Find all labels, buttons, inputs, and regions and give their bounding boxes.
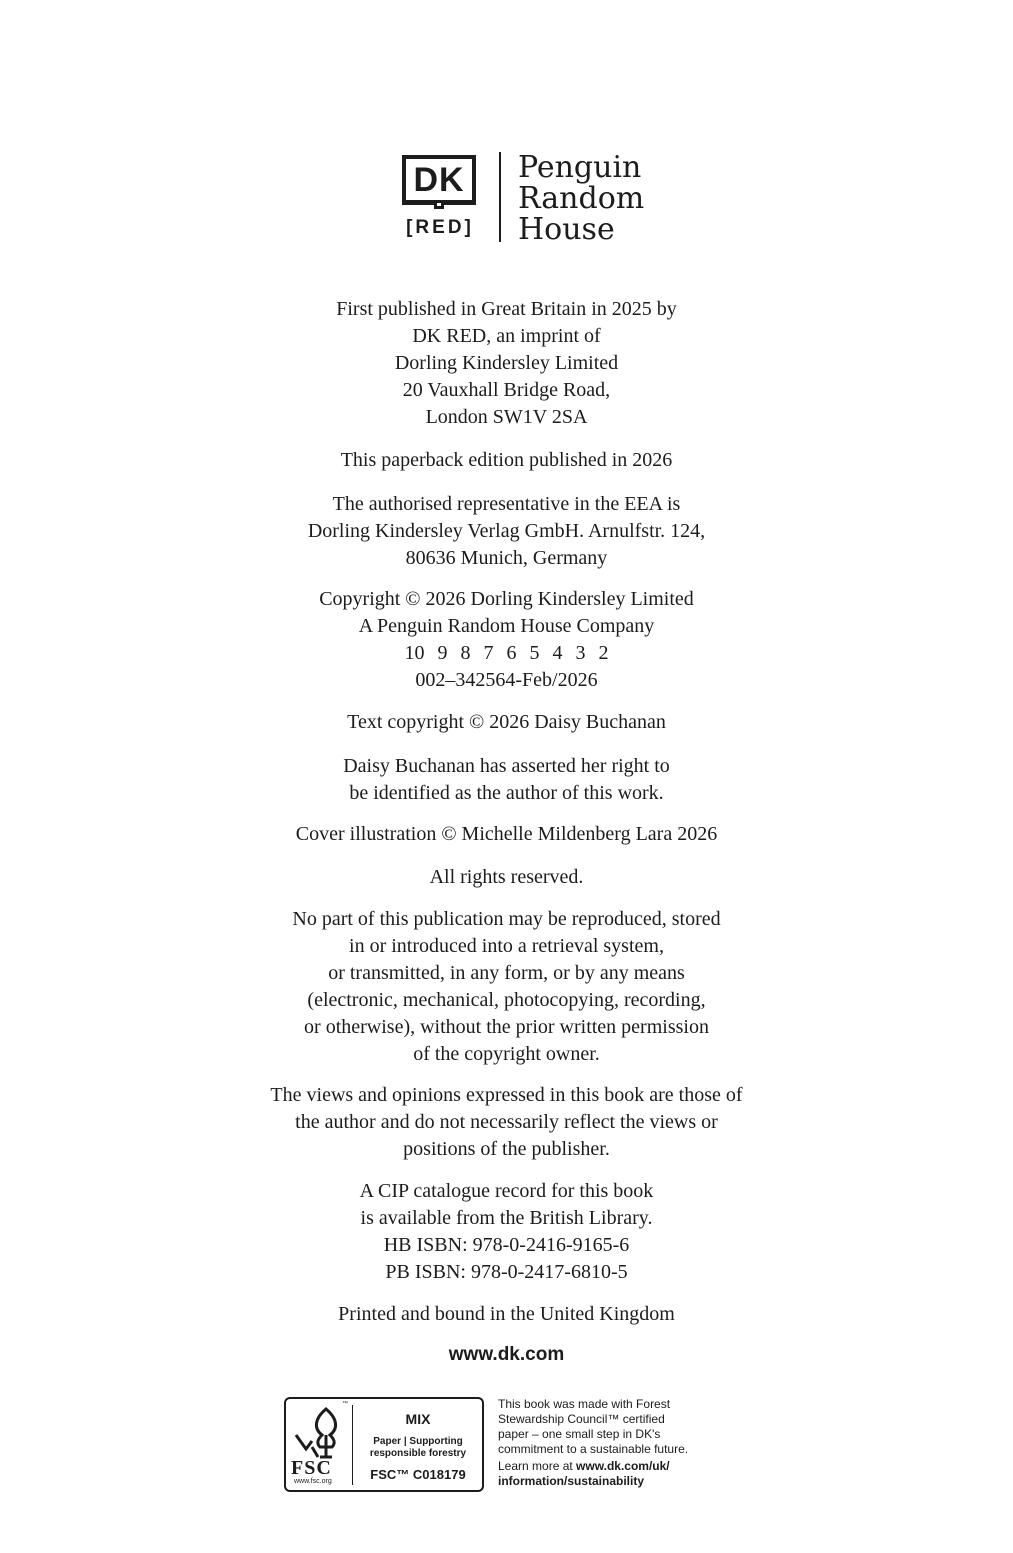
- text-line: This paperback edition published in 2026: [340, 449, 673, 471]
- text-line: 002–342564-Feb/2026: [415, 669, 598, 691]
- text-line: No part of this publication may be reproduced, stored: [292, 908, 721, 930]
- dk-logo-box: [402, 155, 476, 205]
- text-line: First published in Great Britain in 2025 by: [336, 298, 677, 320]
- dk-red-logo: [400, 155, 480, 241]
- text-line: Dorling Kindersley Verlag GmbH. Arnulfstr. 124,: [307, 520, 706, 542]
- printing-number-line: 10 9 8 7 6 5 4 3 2: [404, 642, 609, 664]
- prh-line: House: [518, 212, 615, 247]
- text-line: Daisy Buchanan has asserted her right to: [343, 755, 670, 777]
- reproduction-notice: [0, 906, 1013, 1068]
- text-line: Dorling Kindersley Limited: [394, 352, 619, 374]
- text-line: in or introduced into a retrieval system,: [349, 935, 664, 957]
- text-line: is available from the British Library.: [360, 1207, 653, 1229]
- note-line: This book was made with Forest: [498, 1397, 671, 1411]
- text-copyright: [0, 709, 1013, 736]
- text-line: positions of the publisher.: [403, 1138, 610, 1160]
- text-line: the author and do not necessarily reflect the views or: [295, 1111, 718, 1133]
- learn-more-prefix: Learn more at: [498, 1459, 577, 1473]
- text-line: Printed and bound in the United Kingdom: [338, 1303, 675, 1325]
- text-line: The authorised representative in the EEA is: [332, 493, 681, 515]
- text-line: DK RED, an imprint of: [412, 325, 601, 347]
- penguin-random-house-wordmark: [518, 152, 644, 245]
- text-line: Cover illustration © Michelle Mildenberg Lara 2026: [295, 823, 718, 845]
- fsc-wordmark: FSC: [291, 1457, 332, 1479]
- fsc-paper-label: [354, 1436, 482, 1460]
- views-disclaimer: [0, 1082, 1013, 1163]
- copyright-block: [0, 586, 1013, 694]
- dk-logo-notch: [434, 203, 444, 209]
- isbn-hb: HB ISBN: 978-0-2416-9165-6: [383, 1234, 630, 1256]
- dk-logo-sub: [RED]: [406, 217, 474, 238]
- fsc-site: www.fsc.org: [294, 1478, 332, 1485]
- printed-in: [0, 1301, 1013, 1328]
- fsc-trademark: ™: [342, 1401, 348, 1407]
- note-line: paper – one small step in DK's: [498, 1427, 661, 1441]
- fsc-mix-label: MIX: [405, 1411, 431, 1427]
- text-line: or otherwise), without the prior written permission: [304, 1016, 709, 1038]
- prh-line: Random: [518, 181, 645, 216]
- publication-info: [0, 296, 1013, 431]
- text-line: The views and opinions expressed in this book are those of: [270, 1084, 743, 1106]
- text-line: be identified as the author of this work.: [349, 782, 664, 804]
- website-url: www.dk.com: [448, 1344, 565, 1365]
- fsc-licence-code: FSC™ C018179: [370, 1467, 466, 1482]
- sustainability-link-cont: information/sustainability: [498, 1474, 645, 1488]
- dk-logo-letters: DK: [413, 161, 465, 199]
- text-line: All rights reserved.: [429, 866, 584, 888]
- text-line: A CIP catalogue record for this book: [359, 1180, 654, 1202]
- text-line: Text copyright © 2026 Daisy Buchanan: [347, 711, 666, 733]
- text-line: A Penguin Random House Company: [358, 615, 655, 637]
- moral-rights: [0, 753, 1013, 807]
- text-line: (electronic, mechanical, photocopying, recording,: [307, 989, 706, 1011]
- edition-info: [0, 447, 1013, 474]
- fsc-paper-line: responsible forestry: [369, 1448, 467, 1459]
- text-line: or transmitted, in any form, or by any means: [328, 962, 685, 984]
- publisher-logo: [400, 152, 670, 247]
- text-line: Copyright © 2026 Dorling Kindersley Limited: [319, 588, 694, 610]
- text-line: London SW1V 2SA: [425, 406, 588, 428]
- logo-divider: [499, 152, 501, 242]
- rights-reserved: [0, 864, 1013, 891]
- note-line: commitment to a sustainable future.: [498, 1442, 689, 1456]
- fsc-tree-icon: [292, 1405, 348, 1461]
- fsc-paper-line: Paper | Supporting: [373, 1436, 463, 1447]
- fsc-divider: [352, 1405, 353, 1485]
- fsc-logo: [284, 1397, 484, 1492]
- text-line: of the copyright owner.: [413, 1043, 600, 1065]
- text-line: 80636 Munich, Germany: [405, 547, 608, 569]
- eea-representative: [0, 491, 1013, 572]
- isbn-pb: PB ISBN: 978-0-2417-6810-5: [385, 1261, 628, 1283]
- learn-more-line: [498, 1459, 758, 1474]
- sustainability-note: [498, 1397, 758, 1489]
- prh-line: Penguin: [518, 150, 642, 185]
- note-line: Stewardship Council™ certified: [498, 1412, 665, 1426]
- cover-credit: [0, 821, 1013, 848]
- sustainability-link: www.dk.com/uk/: [576, 1459, 670, 1473]
- text-line: 20 Vauxhall Bridge Road,: [402, 379, 611, 401]
- cip-isbn: [0, 1178, 1013, 1286]
